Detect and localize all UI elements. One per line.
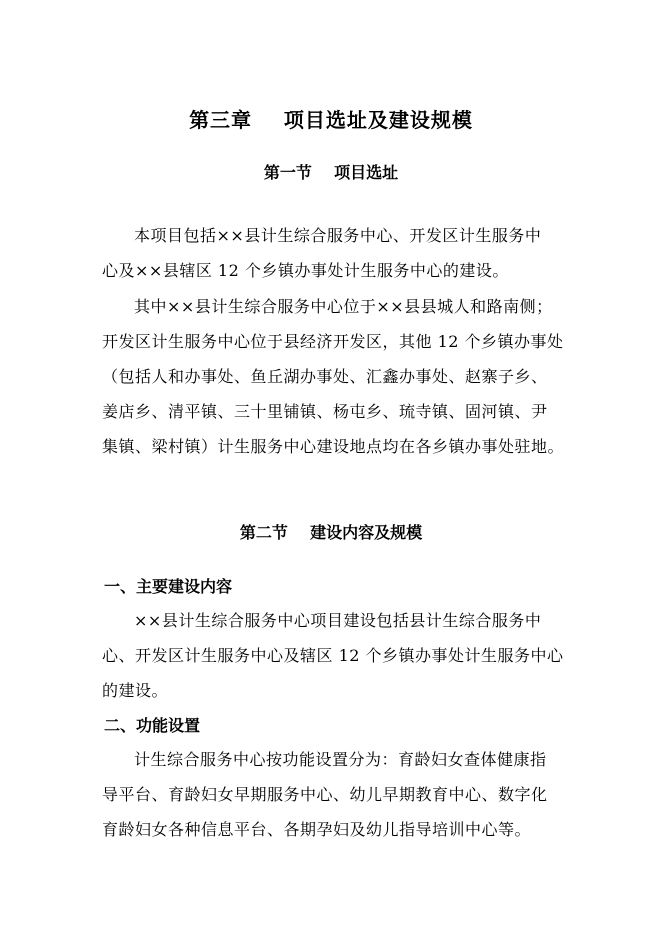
chapter-title: 第三章 项目选址及建设规模 xyxy=(189,108,473,132)
text-line: 的建设。 xyxy=(102,681,169,700)
text-line: 集镇、梁村镇）计生服务中心建设地点均在各乡镇办事处驻地。 xyxy=(102,437,565,456)
section-title-site-selection: 第一节 项目选址 xyxy=(263,163,399,182)
text-line: 计生综合服务中心按功能设置分为：育龄妇女查体健康指 xyxy=(134,750,547,769)
paragraph-site-locations xyxy=(102,289,564,464)
text-line: ××县计生综合服务中心项目建设包括县计生综合服务中 xyxy=(134,611,542,630)
subheading-function-settings: 二、功能设置 xyxy=(104,716,201,735)
text-line: 开发区计生服务中心位于县经济开发区，其他 12 个乡镇办事处 xyxy=(102,332,564,351)
paragraph-main-content xyxy=(102,603,564,708)
text-line: 导平台、育龄妇女早期服务中心、幼儿早期教育中心、数字化 xyxy=(102,785,548,804)
text-line: （包括人和办事处、鱼丘湖办事处、汇鑫办事处、赵寨子乡、 xyxy=(102,367,548,386)
text-line: 本项目包括××县计生综合服务中心、开发区计生服务中 xyxy=(134,226,542,245)
text-line: 育龄妇女各种信息平台、各期孕妇及幼儿指导培训中心等。 xyxy=(102,820,532,839)
text-line: 心、开发区计生服务中心及辖区 12 个乡镇办事处计生服务中心 xyxy=(102,646,564,665)
text-line: 其中××县计生综合服务中心位于××县县城人和路南侧； xyxy=(134,297,553,316)
paragraph-function-settings xyxy=(102,742,564,847)
paragraph-project-scope xyxy=(102,218,564,288)
text-line: 姜店乡、清平镇、三十里铺镇、杨屯乡、琉寺镇、固河镇、尹 xyxy=(102,402,548,421)
text-line: 心及××县辖区 12 个乡镇办事处计生服务中心的建设。 xyxy=(102,261,509,280)
section-title-construction: 第二节 建设内容及规模 xyxy=(239,523,423,542)
subheading-main-content: 一、主要建设内容 xyxy=(104,577,233,596)
